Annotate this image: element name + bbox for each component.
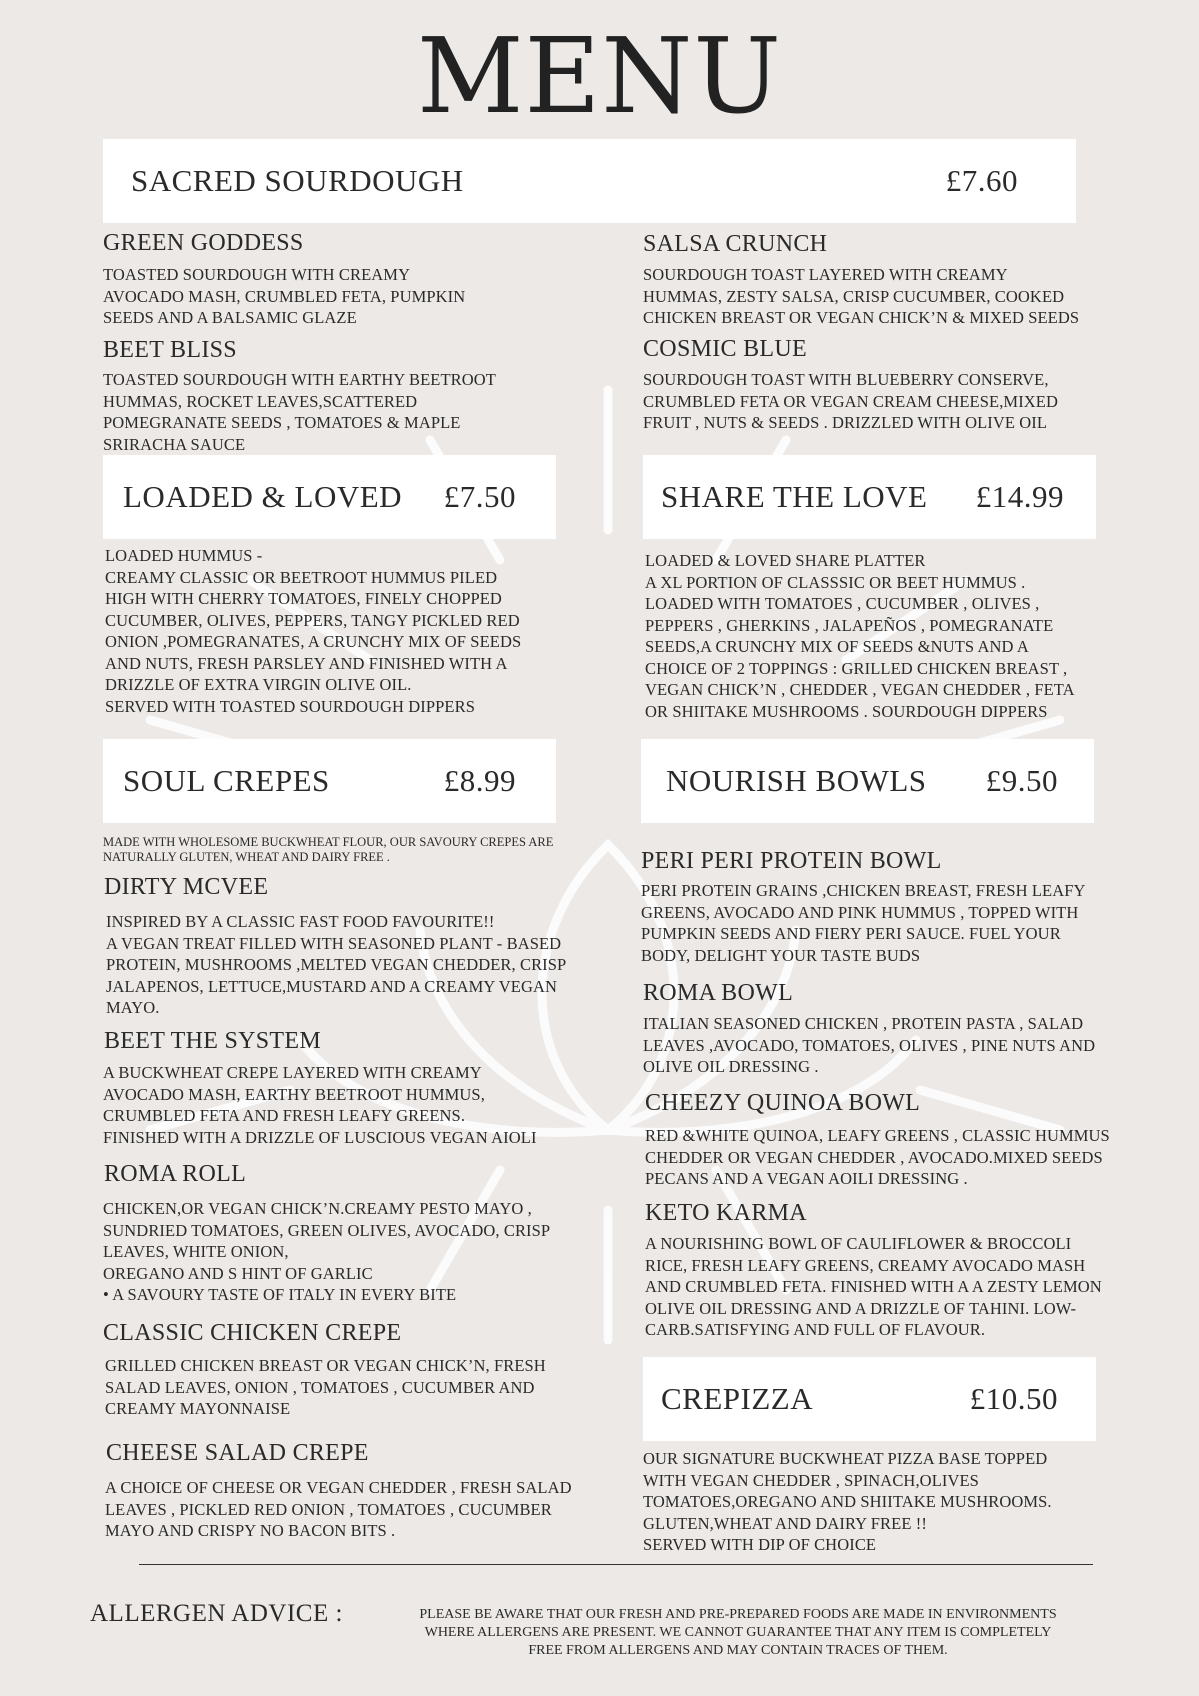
item-name: ROMA BOWL — [643, 980, 794, 1006]
item-name: GREEN GODDESS — [103, 230, 304, 256]
item-description: TOASTED SOURDOUGH WITH CREAMY AVOCADO MASH, CRUMBLED FETA, PUMPKIN SEEDS AND A BALSAMIC GLAZE — [103, 265, 466, 327]
section-price: £14.99 — [975, 479, 1064, 514]
item-description: ITALIAN SEASONED CHICKEN , PROTEIN PASTA , SALAD LEAVES ,AVOCADO, TOMATOES, OLIVES , PINE NUTS AND OLIVE OIL DRESSING . — [643, 1014, 1096, 1076]
section-price: £10.50 — [969, 1381, 1058, 1416]
item-name: COSMIC BLUE — [643, 336, 807, 362]
section-title: CREPIZZA — [661, 1381, 814, 1416]
allergen-text: PLEASE BE AWARE THAT OUR FRESH AND PRE-PREPARED FOODS ARE MADE IN ENVIRONMENTS WHERE ALLERGENS ARE PRESENT. WE CANNOT GUARANTEE THAT ANY ITEM IS COMPLETELY FREE FROM ALLERGENS AND MAY CONTAIN TRACES OF THEM. — [419, 1607, 1057, 1658]
item-description: A CHOICE OF CHEESE OR VEGAN CHEDDER , FRESH SALAD LEAVES , PICKLED RED ONION , TOMATOES , CUCUMBER MAYO AND CRISPY NO BACON BITS . — [105, 1478, 572, 1540]
item-description: INSPIRED BY A CLASSIC FAST FOOD FAVOURITE!! A VEGAN TREAT FILLED WITH SEASONED PLANT - BASED PROTEIN, MUSHROOMS ,MELTED VEGAN CHEDDER, CRISP JALAPENOS, LETTUCE,MUSTARD AND A CREAMY VEGAN MAYO. — [106, 912, 567, 1017]
section-price: £7.60 — [945, 163, 1018, 198]
item-description: A NOURISHING BOWL OF CAULIFLOWER & BROCCOLI RICE, FRESH LEAFY GREENS, CREAMY AVOCADO MASH AND CRUMBLED FETA. FINISHED WITH A A ZESTY LEMON OLIVE OIL DRESSING AND A DRIZZLE OF TAHINI. LOW- CARB.SATISFYING AND FULL OF FLAVOUR. — [645, 1234, 1102, 1339]
section-banner-share — [643, 455, 1096, 539]
item-description: GRILLED CHICKEN BREAST OR VEGAN CHICK’N, FRESH SALAD LEAVES, ONION , TOMATOES , CUCUMBER AND CREAMY MAYONNAISE — [105, 1356, 546, 1418]
section-price: £8.99 — [443, 763, 516, 798]
item-description: A BUCKWHEAT CREPE LAYERED WITH CREAMY AVOCADO MASH, EARTHY BEETROOT HUMMUS, CRUMBLED FETA AND FRESH LEAFY GREENS. FINISHED WITH A DRIZZLE OF LUSCIOUS VEGAN AIOLI — [103, 1063, 537, 1147]
footer-divider — [139, 1564, 1093, 1565]
item-name: ROMA ROLL — [104, 1161, 247, 1187]
menu-title: MENU — [416, 15, 783, 137]
section-price: £7.50 — [443, 479, 516, 514]
section-price: £9.50 — [985, 763, 1058, 798]
item-description: RED &WHITE QUINOA, LEAFY GREENS , CLASSIC HUMMUS CHEDDER OR VEGAN CHEDDER , AVOCADO.MIXED SEEDS PECANS AND A VEGAN AOILI DRESSING . — [645, 1126, 1110, 1188]
item-description: OUR SIGNATURE BUCKWHEAT PIZZA BASE TOPPED WITH VEGAN CHEDDER , SPINACH,OLIVES TOMATOES,OREGANO AND SHIITAKE MUSHROOMS. GLUTEN,WHEAT AND DAIRY FREE !! SERVED WITH DIP OF CHOICE — [643, 1449, 1052, 1554]
section-title: SHARE THE LOVE — [661, 479, 928, 514]
allergen-label: ALLERGEN ADVICE : — [90, 1600, 343, 1627]
item-name: CHEESE SALAD CREPE — [106, 1440, 369, 1466]
section-banner-loaded — [103, 455, 556, 539]
crepes-note: MADE WITH WHOLESOME BUCKWHEAT FLOUR, OUR SAVOURY CREPES ARE NATURALLY GLUTEN, WHEAT AND DAIRY FREE . — [103, 835, 554, 864]
item-description: TOASTED SOURDOUGH WITH EARTHY BEETROOT HUMMAS, ROCKET LEAVES,SCATTERED POMEGRANATE SEEDS , TOMATOES & MAPLE SRIRACHA SAUCE — [103, 370, 496, 454]
item-name: PERI PERI PROTEIN BOWL — [641, 848, 942, 874]
section-title: NOURISH BOWLS — [666, 763, 927, 798]
section-banner-crepizza — [643, 1357, 1096, 1441]
item-name: DIRTY MCVEE — [104, 874, 269, 900]
section-banner-bowls — [641, 739, 1094, 823]
item-description: SOURDOUGH TOAST LAYERED WITH CREAMY HUMMAS, ZESTY SALSA, CRISP CUCUMBER, COOKED CHICKEN BREAST OR VEGAN CHICK’N & MIXED SEEDS — [643, 265, 1080, 327]
section-banner-crepes — [103, 739, 556, 823]
item-name: BEET THE SYSTEM — [104, 1028, 321, 1054]
item-description: PERI PROTEIN GRAINS ,CHICKEN BREAST, FRESH LEAFY GREENS, AVOCADO AND PINK HUMMUS , TOPPED WITH PUMPKIN SEEDS AND FIERY PERI SAUCE. FUEL YOUR BODY, DELIGHT YOUR TASTE BUDS — [641, 881, 1086, 965]
section-banner-sourdough — [103, 139, 1076, 223]
item-name: BEET BLISS — [103, 337, 237, 363]
item-name: KETO KARMA — [645, 1200, 807, 1226]
section-title: LOADED & LOVED — [123, 479, 403, 514]
item-name: SALSA CRUNCH — [643, 231, 828, 257]
item-name: CHEEZY QUINOA BOWL — [645, 1090, 921, 1116]
item-description: LOADED & LOVED SHARE PLATTER A XL PORTION OF CLASSSIC OR BEET HUMMUS . LOADED WITH TOMATOES , CUCUMBER , OLIVES , PEPPERS , GHERKINS , JALAPEÑOS , POMEGRANATE SEEDS,A CRUNCHY MIX OF SEEDS &NUTS AND A CHOICE OF 2 TOPPINGS : GRILLED CHICKEN BREAST , VEGAN CHICK’N , CHEDDER , VEGAN CHEDDER , FETA OR SHIITAKE MUSHROOMS . SOURDOUGH DIPPERS — [645, 551, 1075, 721]
item-description: LOADED HUMMUS - CREAMY CLASSIC OR BEETROOT HUMMUS PILED HIGH WITH CHERRY TOMATOES, FINELY CHOPPED CUCUMBER, OLIVES, PEPPERS, TANGY PICKLED RED ONION ,POMEGRANATES, A CRUNCHY MIX OF SEEDS AND NUTS, FRESH PARSLEY AND FINISHED WITH A DRIZZLE OF EXTRA VIRGIN OLIVE OIL. SERVED WITH TOASTED SOURDOUGH DIPPERS — [105, 546, 522, 716]
item-name: CLASSIC CHICKEN CREPE — [103, 1320, 402, 1346]
item-description: SOURDOUGH TOAST WITH BLUEBERRY CONSERVE, CRUMBLED FETA OR VEGAN CREAM CHEESE,MIXED FRUIT , NUTS & SEEDS . DRIZZLED WITH OLIVE OIL — [643, 370, 1058, 432]
section-title: SACRED SOURDOUGH — [131, 163, 464, 198]
section-title: SOUL CREPES — [123, 763, 330, 798]
item-description: CHICKEN,OR VEGAN CHICK’N.CREAMY PESTO MAYO , SUNDRIED TOMATOES, GREEN OLIVES, AVOCADO, CRISP LEAVES, WHITE ONION, OREGANO AND S HINT OF GARLIC • A SAVOURY TASTE OF ITALY IN EVERY BITE — [103, 1199, 551, 1304]
